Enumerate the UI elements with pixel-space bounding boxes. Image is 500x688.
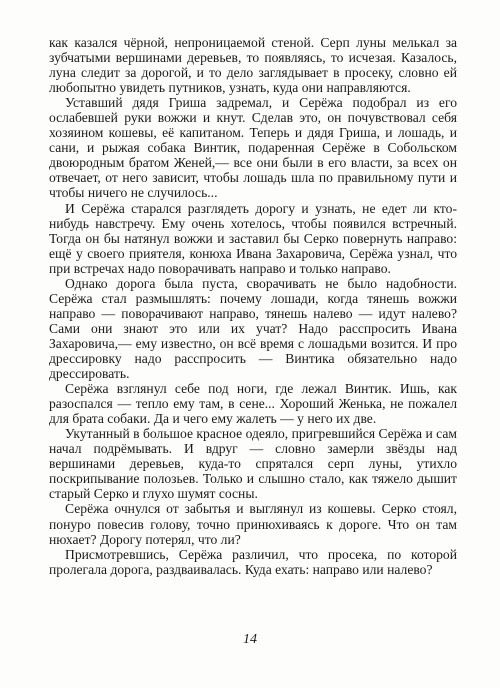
paragraph: И Серёжа старался разглядеть дорогу и узнать, не едет ли кто-нибудь навстречу. Ему очень хотелось, чтобы появился встречный. Тогда он бы натянул вожжи и заставил бы Серко повернуть направо: ещё у своего приятеля, конюха Ивана Захаровича, Серёжа узнал, что при встречах надо поворачивать направо и только направо.: [49, 200, 457, 276]
paragraph: Присмотревшись, Серёжа различил, что просека, по которой пролегала дорога, раздваивалась. Куда ехать: направо или налево?: [49, 546, 457, 577]
paragraph: как казался чёрной, непроницаемой стеной. Серп луны мелькал за зубчатыми вершинами деревьев, то появляясь, то исчезая. Казалось, луна следит за дорогой, и то дело заглядывает в просеку, словно ей любопытно увидеть путников, узнать, куда они направляются.: [49, 35, 457, 96]
body-text: [49, 35, 457, 577]
paragraph: Серёжа взглянул себе под ноги, где лежал Винтик. Ишь, как разоспался — тепло ему там, в сене... Хороший Женька, не пожалел для брата собаки. Да и чего ему жалеть — у него их две.: [49, 381, 457, 427]
paragraph: Укутанный в большое красное одеяло, пригревшийся Серёжа и сам начал подрёмывать. И вдруг — словно замерли звёзды над вершинами деревьев, куда-то спрятался серп луны, утихло поскрипывание полозьев. Только и слышно стало, как тяжело дышит старый Серко и глухо шумят сосны.: [49, 426, 457, 502]
page-number: 14: [243, 632, 257, 647]
paragraph: Уставший дядя Гриша задремал, и Серёжа подобрал из его ослабевшей руки вожжи и кнут. Сделав это, он почувствовал себя хозяином кошевы, её капитаном. Теперь и дядя Гриша, и лошадь, и сани, и рыжая собака Винтик, подаренная Серёже в Собольском двоюродным братом Женей,— все они были в его власти, за всех он отвечает, от него зависит, чтобы лошадь шла по правильному пути и чтобы ничего не случилось...: [49, 95, 457, 201]
paragraph: Серёжа очнулся от забытья и выглянул из кошевы. Серко стоял, понуро повесив голову, точно принюхиваясь к дороге. Что он там нюхает? Дорогу потерял, что ли?: [49, 501, 457, 547]
paragraph: Однако дорога была пуста, сворачивать не было надобности. Серёжа стал размышлять: почему лошади, когда тянешь вожжи направо — поворачивают направо, тянешь налево — идут налево? Сами они знают это или их учат? Надо расспросить Ивана Захаровича,— ему известно, он всё время с лошадьми возится. И про дрессировку надо расспросить — Винтика обязательно надо дрессировать.: [49, 275, 457, 382]
